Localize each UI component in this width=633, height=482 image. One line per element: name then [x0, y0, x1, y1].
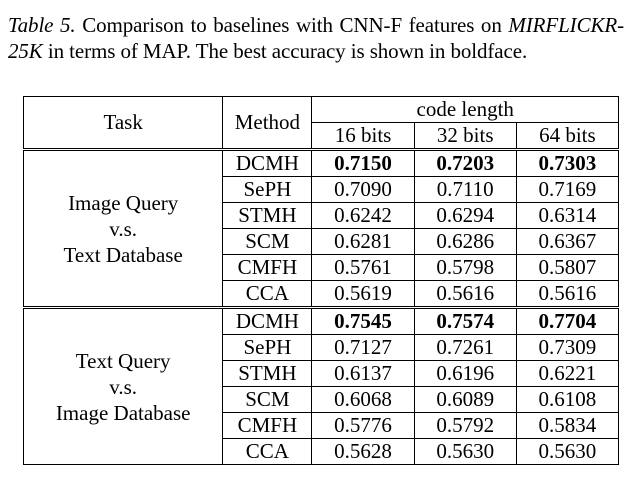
header-bits-64: 64 bits: [516, 123, 618, 150]
task-group: [24, 150, 619, 308]
method-cell: CMFH: [223, 413, 312, 439]
map-value-cell: 0.6281: [312, 229, 414, 255]
map-value-cell: 0.6137: [312, 361, 414, 387]
map-value-cell: 0.6068: [312, 387, 414, 413]
method-cell: STMH: [223, 203, 312, 229]
method-cell: STMH: [223, 361, 312, 387]
caption-text-after: in terms of MAP. The best accuracy is shown in boldface.: [42, 39, 528, 63]
map-value-cell: 0.7574: [414, 308, 516, 335]
map-value-cell: 0.7110: [414, 177, 516, 203]
map-value-cell: 0.7704: [516, 308, 618, 335]
map-value-cell: 0.7545: [312, 308, 414, 335]
header-bits-16: 16 bits: [312, 123, 414, 150]
task-line: Image Query: [68, 190, 179, 215]
map-value-cell: 0.7303: [516, 150, 618, 177]
map-value-cell: 0.5792: [414, 413, 516, 439]
method-cell: DCMH: [223, 150, 312, 177]
header-bits-32: 32 bits: [414, 123, 516, 150]
map-value-cell: 0.5628: [312, 439, 414, 465]
method-cell: CCA: [223, 439, 312, 465]
task-line: v.s.: [109, 374, 138, 399]
method-cell: SCM: [223, 387, 312, 413]
method-cell: DCMH: [223, 308, 312, 335]
header-task: Task: [24, 97, 223, 150]
map-value-cell: 0.5776: [312, 413, 414, 439]
task-group: [24, 308, 619, 465]
map-value-cell: 0.7261: [414, 335, 516, 361]
task-cell: [24, 150, 223, 308]
caption-dataset: MIRFLICKR-25K: [8, 13, 625, 63]
map-value-cell: 0.5616: [414, 281, 516, 308]
map-value-cell: 0.6286: [414, 229, 516, 255]
map-value-cell: 0.6294: [414, 203, 516, 229]
method-cell: CCA: [223, 281, 312, 308]
task-cell: [24, 308, 223, 465]
method-cell: CMFH: [223, 255, 312, 281]
map-value-cell: 0.6108: [516, 387, 618, 413]
table-row: [24, 308, 619, 335]
header-method: Method: [223, 97, 312, 150]
map-value-cell: 0.6089: [414, 387, 516, 413]
map-value-cell: 0.5630: [414, 439, 516, 465]
map-value-cell: 0.7169: [516, 177, 618, 203]
map-value-cell: 0.7150: [312, 150, 414, 177]
map-value-cell: 0.7309: [516, 335, 618, 361]
table-caption: [8, 12, 624, 64]
map-value-cell: 0.6196: [414, 361, 516, 387]
method-cell: SCM: [223, 229, 312, 255]
method-cell: SePH: [223, 177, 312, 203]
map-value-cell: 0.7090: [312, 177, 414, 203]
table-row: [24, 150, 619, 177]
task-line: v.s.: [109, 216, 138, 241]
map-value-cell: 0.5630: [516, 439, 618, 465]
caption-label: Table 5.: [8, 13, 76, 37]
map-value-cell: 0.5798: [414, 255, 516, 281]
map-value-cell: 0.5807: [516, 255, 618, 281]
map-value-cell: 0.6221: [516, 361, 618, 387]
header-code-length: code length: [312, 97, 619, 123]
method-cell: SePH: [223, 335, 312, 361]
map-value-cell: 0.5616: [516, 281, 618, 308]
task-line: Text Database: [63, 242, 183, 267]
map-value-cell: 0.6367: [516, 229, 618, 255]
map-value-cell: 0.7127: [312, 335, 414, 361]
task-line: Text Query: [75, 348, 171, 373]
results-table: [23, 96, 619, 465]
map-value-cell: 0.5761: [312, 255, 414, 281]
map-value-cell: 0.6242: [312, 203, 414, 229]
caption-text-before: Comparison to baselines with CNN-F features on: [75, 13, 509, 37]
map-value-cell: 0.6314: [516, 203, 618, 229]
map-value-cell: 0.5619: [312, 281, 414, 308]
map-value-cell: 0.5834: [516, 413, 618, 439]
task-line: Image Database: [55, 400, 191, 425]
map-value-cell: 0.7203: [414, 150, 516, 177]
